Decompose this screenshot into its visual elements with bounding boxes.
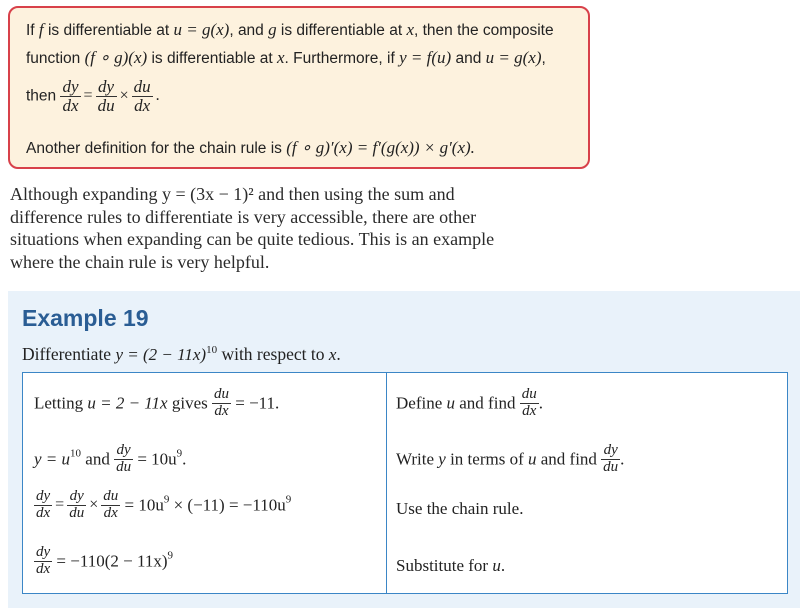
solution-step-2: $y = u^{10}$ and $\frac{dy}{du}$ = $10u^9$. <box>34 442 187 475</box>
dy-du-fraction: $\frac{dy}{du}$ <box>116 442 132 475</box>
du-dx-fraction: $\frac{du}{dx}$ <box>521 386 537 419</box>
solution-note-3: Use the chain rule. <box>396 499 524 518</box>
example-question: Differentiate $y = (2 - 11x)^{10}$ with respect to x. <box>22 344 341 364</box>
solution-step-4: $\frac{dy}{dx}$ = $-110(2 - 11x)^9$ <box>36 544 173 577</box>
dy-dx-fraction: $\frac{dy}{dx}$ <box>36 544 51 577</box>
solution-table <box>22 372 788 594</box>
theorem-chain-rule-formula: then $\frac{dy}{dx}$ = $\frac{dy}{du}$ × $\frac{du}{dx}$ . <box>26 77 160 115</box>
example-title: Example 19 <box>22 305 149 331</box>
solution-note-1: Define u and find $\frac{du}{dx}$ . <box>396 386 543 419</box>
theorem-alt-definition: Another definition for the chain rule is (f ∘ g)′(x) = f′(g(x)) × g′(x). <box>26 138 475 157</box>
paragraph-line: situations when expanding can be quite tedious. This is an example <box>10 229 495 249</box>
dy-dx-fraction: $\frac{dy}{dx}$ <box>36 488 51 521</box>
dy-du-fraction: $\frac{dy}{du}$ <box>97 77 115 115</box>
explanation-paragraph <box>10 183 610 273</box>
solution-note-2: Write y in terms of u and find $\frac{dy}{du}$ . <box>396 442 625 475</box>
du-dx-fraction: $\frac{du}{dx}$ <box>213 386 229 419</box>
solution-step-3: $\frac{dy}{dx}$ = $\frac{dy}{du}$ × $\frac{du}{dx}$ = $10u^9 \times (-11) = -110u^9$ <box>36 488 292 521</box>
column-divider <box>386 373 387 593</box>
paragraph-line: difference rules to differentiate is very accessible, there are other <box>10 206 477 227</box>
theorem-line-2: function (f ∘ g)(x) is differentiable at x. Furthermore, if y = f(u) and u = g(x), <box>26 48 546 67</box>
dy-dx-fraction: $\frac{dy}{dx}$ <box>62 77 79 115</box>
chain-rule-theorem-box <box>8 6 590 169</box>
paragraph-line: Although expanding y = (3x − 1)² and then using the sum and <box>10 184 455 204</box>
du-dx-fraction: $\frac{du}{dx}$ <box>133 77 151 115</box>
example-panel <box>8 291 800 608</box>
dy-du-fraction: $\frac{dy}{du}$ <box>603 442 619 475</box>
paragraph-line: where the chain rule is very helpful. <box>10 251 270 272</box>
solution-step-1: Letting u = 2 − 11x gives $\frac{du}{dx}$ = −11. <box>34 386 280 419</box>
solution-note-4: Substitute for u. <box>396 556 506 575</box>
du-dx-fraction: $\frac{du}{dx}$ <box>103 488 119 521</box>
dy-du-fraction: $\frac{dy}{du}$ <box>69 488 85 521</box>
theorem-line-1: If f is differentiable at u = g(x), and g is differentiable at x, then the composite <box>26 20 554 39</box>
